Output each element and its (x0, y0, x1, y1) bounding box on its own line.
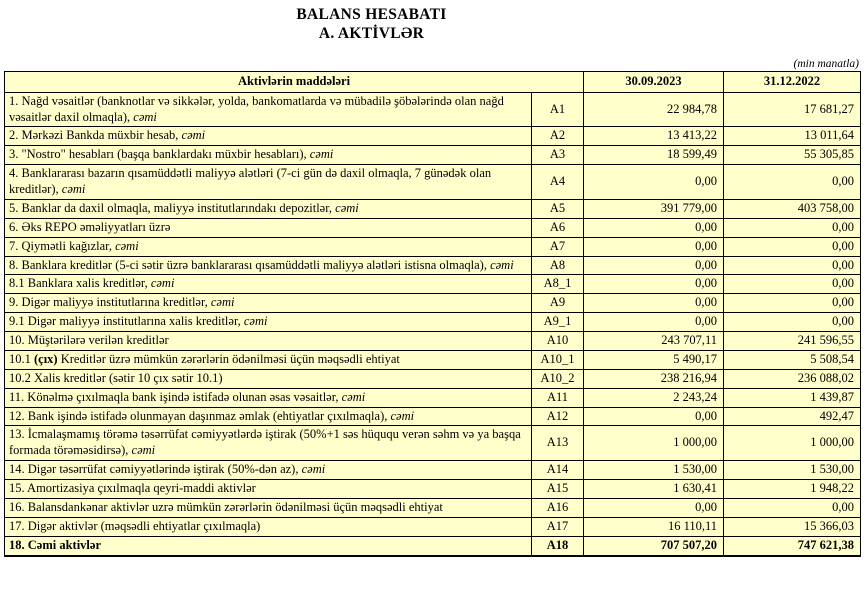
asset-code: A8 (532, 256, 584, 275)
asset-value-period1: 0,00 (584, 294, 724, 313)
unit-note: (min manatla) (793, 57, 859, 70)
asset-value-period2: 55 305,85 (724, 146, 861, 165)
asset-value-period1: 0,00 (584, 256, 724, 275)
asset-code: A17 (532, 517, 584, 536)
asset-code: A3 (532, 146, 584, 165)
asset-code: A5 (532, 199, 584, 218)
asset-value-period2: 5 508,54 (724, 350, 861, 369)
asset-label: 2. Mərkəzi Bankda müxbir hesab, cəmi (5, 127, 532, 146)
asset-value-period1: 0,00 (584, 407, 724, 426)
asset-row (5, 517, 861, 536)
asset-code: A10_2 (532, 369, 584, 388)
asset-label: 6. Əks REPO əməliyyatları üzrə (5, 218, 532, 237)
report-titles (4, 5, 739, 44)
asset-value-period2: 13 011,64 (724, 127, 861, 146)
asset-code: A7 (532, 237, 584, 256)
asset-value-period1: 22 984,78 (584, 92, 724, 127)
asset-row (5, 480, 861, 499)
asset-code: A14 (532, 461, 584, 480)
asset-code: A15 (532, 480, 584, 499)
asset-label: 12. Bank işində istifadə olunmayan daşınmaz əmlak (ehtiyatlar çıxılmaqla), cəmi (5, 407, 532, 426)
asset-row (5, 369, 861, 388)
asset-row (5, 461, 861, 480)
asset-value-period1: 16 110,11 (584, 517, 724, 536)
asset-code: A1 (532, 92, 584, 127)
asset-value-period1: 18 599,49 (584, 146, 724, 165)
asset-label: 1. Nağd vəsaitlər (banknotlar və sikkələr, yolda, bankomatlarda və mübadilə şöbələrində olan nağd vəsaitlər daxil olmaqla), cəmi (5, 92, 532, 127)
asset-label: 13. İcmalaşmamış törəmə təsərrüfat cəmiyyətlərdə iştirak (50%+1 səs hüququ verən səhm və ya başqa formada törəməsidirsə), cəmi (5, 426, 532, 461)
asset-label: 4. Banklararası bazarın qısamüddətli maliyyə alətləri (7-ci gün də daxil olmaqla, 7 günədək olan kreditlər), cəmi (5, 165, 532, 200)
asset-row (5, 313, 861, 332)
asset-value-period1: 5 490,17 (584, 350, 724, 369)
asset-value-period1: 391 779,00 (584, 199, 724, 218)
asset-value-period2: 0,00 (724, 256, 861, 275)
table-header-row (5, 71, 861, 92)
asset-value-period1: 0,00 (584, 313, 724, 332)
asset-value-period2: 403 758,00 (724, 199, 861, 218)
asset-row (5, 199, 861, 218)
asset-code: A9_1 (532, 313, 584, 332)
asset-row (5, 275, 861, 294)
asset-row (5, 536, 861, 555)
asset-value-period2: 17 681,27 (724, 92, 861, 127)
asset-value-period1: 1 530,00 (584, 461, 724, 480)
asset-value-period2: 0,00 (724, 294, 861, 313)
asset-label: 15. Amortizasiya çıxılmaqla qeyri-maddi aktivlər (5, 480, 532, 499)
asset-code: A9 (532, 294, 584, 313)
asset-value-period2: 0,00 (724, 498, 861, 517)
items-column-header: Aktivlərin maddələri (5, 71, 584, 92)
asset-value-period2: 1 530,00 (724, 461, 861, 480)
asset-row (5, 332, 861, 351)
asset-label: 7. Qiymətli kağızlar, cəmi (5, 237, 532, 256)
asset-value-period2: 0,00 (724, 275, 861, 294)
asset-label: 10.2 Xalis kreditlər (sətir 10 çıx sətir 10.1) (5, 369, 532, 388)
asset-row (5, 256, 861, 275)
asset-code: A10 (532, 332, 584, 351)
asset-label: 9. Digər maliyyə institutlarına kreditlər, cəmi (5, 294, 532, 313)
report-title: BALANS HESABATI (296, 6, 447, 23)
asset-row (5, 426, 861, 461)
asset-value-period2: 0,00 (724, 313, 861, 332)
asset-label: 8. Banklara kreditlər (5-ci sətir üzrə banklararası qısamüddətli maliyyə alətləri istisna olmaqla), cəmi (5, 256, 532, 275)
asset-value-period2: 492,47 (724, 407, 861, 426)
asset-value-period2: 0,00 (724, 165, 861, 200)
asset-label: 10.1 (çıx) Kreditlər üzrə mümkün zərərlərin ödənilməsi üçün məqsədli ehtiyat (5, 350, 532, 369)
asset-value-period1: 2 243,24 (584, 388, 724, 407)
asset-code: A12 (532, 407, 584, 426)
table-body (5, 92, 861, 555)
asset-row (5, 127, 861, 146)
asset-value-period1: 0,00 (584, 498, 724, 517)
asset-row (5, 165, 861, 200)
asset-value-period1: 0,00 (584, 237, 724, 256)
asset-value-period1: 0,00 (584, 218, 724, 237)
asset-row (5, 498, 861, 517)
asset-row (5, 294, 861, 313)
asset-code: A16 (532, 498, 584, 517)
asset-value-period1: 0,00 (584, 165, 724, 200)
asset-code: A4 (532, 165, 584, 200)
asset-value-period2: 236 088,02 (724, 369, 861, 388)
asset-code: A13 (532, 426, 584, 461)
asset-label: 10. Müştərilərə verilən kreditlər (5, 332, 532, 351)
asset-row (5, 237, 861, 256)
asset-code: A8_1 (532, 275, 584, 294)
asset-label: 5. Banklar da daxil olmaqla, maliyyə institutlarındakı depozitlər, cəmi (5, 199, 532, 218)
asset-value-period1: 238 216,94 (584, 369, 724, 388)
asset-value-period1: 1 000,00 (584, 426, 724, 461)
assets-table (4, 71, 861, 557)
asset-row (5, 388, 861, 407)
asset-row (5, 218, 861, 237)
asset-value-period2: 0,00 (724, 237, 861, 256)
asset-code: A10_1 (532, 350, 584, 369)
asset-label: 18. Cəmi aktivlər (5, 536, 532, 555)
asset-label: 16. Balansdankənar aktivlər uzrə mümkün zərərlərin ödənilməsi üçün məqsədli ehtiyat (5, 498, 532, 517)
asset-value-period1: 243 707,11 (584, 332, 724, 351)
asset-label: 17. Digər aktivlər (məqsədli ehtiyatlar çıxılmaqla) (5, 517, 532, 536)
asset-row (5, 146, 861, 165)
asset-value-period2: 1 948,22 (724, 480, 861, 499)
asset-code: A18 (532, 536, 584, 555)
asset-code: A6 (532, 218, 584, 237)
asset-value-period2: 747 621,38 (724, 536, 861, 555)
asset-label: 14. Digər təsərrüfat cəmiyyətlərində iştirak (50%-dən az), cəmi (5, 461, 532, 480)
asset-value-period1: 707 507,20 (584, 536, 724, 555)
period-2-header: 31.12.2022 (724, 71, 861, 92)
asset-label: 9.1 Digər maliyyə institutlarına xalis kreditlər, cəmi (5, 313, 532, 332)
asset-label: 3. "Nostro" hesabları (başqa banklardakı müxbir hesabları), cəmi (5, 146, 532, 165)
asset-code: A2 (532, 127, 584, 146)
asset-label: 11. Könəlmə çıxılmaqla bank işində istifadə olunan əsas vəsaitlər, cəmi (5, 388, 532, 407)
asset-value-period2: 15 366,03 (724, 517, 861, 536)
asset-value-period1: 1 630,41 (584, 480, 724, 499)
asset-row (5, 350, 861, 369)
asset-row (5, 407, 861, 426)
asset-value-period2: 1 439,87 (724, 388, 861, 407)
asset-value-period1: 13 413,22 (584, 127, 724, 146)
asset-label: 8.1 Banklara xalis kreditlər, cəmi (5, 275, 532, 294)
asset-value-period1: 0,00 (584, 275, 724, 294)
asset-value-period2: 0,00 (724, 218, 861, 237)
asset-code: A11 (532, 388, 584, 407)
asset-value-period2: 241 596,55 (724, 332, 861, 351)
asset-value-period2: 1 000,00 (724, 426, 861, 461)
report-subtitle: A. AKTİVLƏR (318, 25, 425, 43)
period-1-header: 30.09.2023 (584, 71, 724, 92)
asset-row (5, 92, 861, 127)
